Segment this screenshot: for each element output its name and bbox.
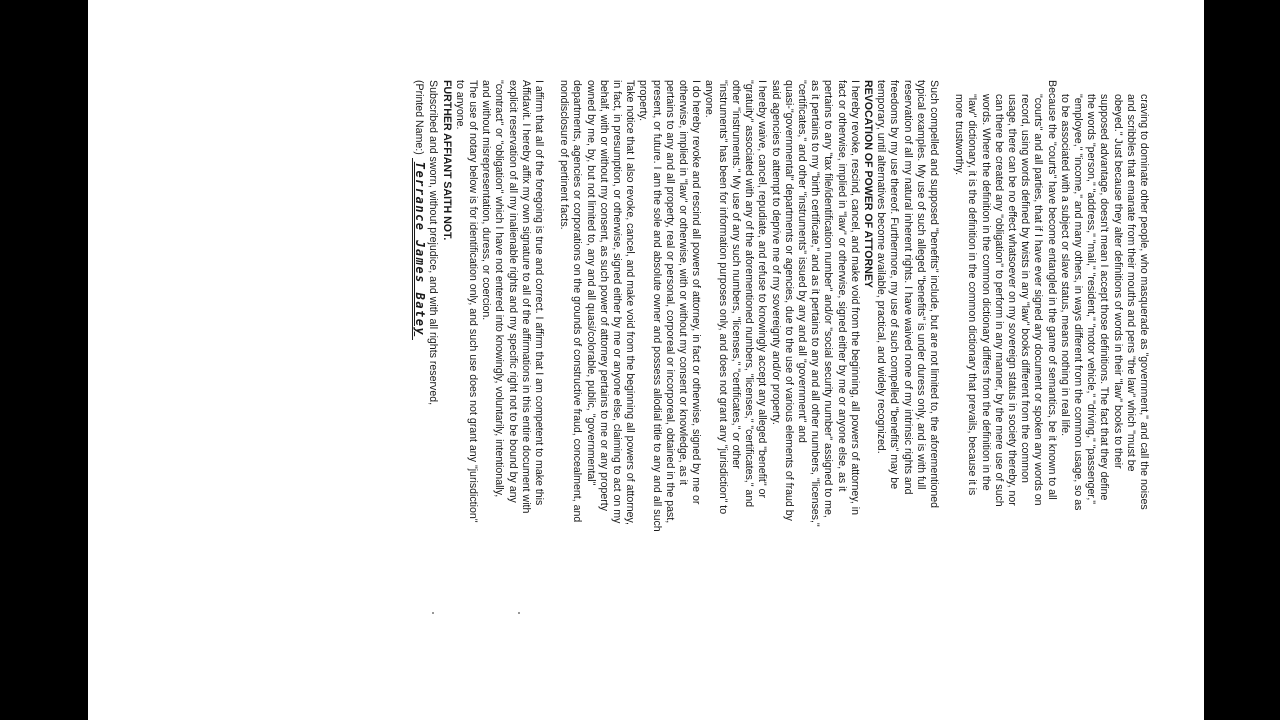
- paragraph-gap: [940, 80, 952, 640]
- text-line: obeyed." Just because they alter definitions of words in their "law" books to their: [1111, 94, 1124, 469]
- text-line: the words "person," "address," "mail," "resident," "motor vehicle," "driving," "passenger,": [1085, 94, 1098, 505]
- text-line: "courts" and all parties, that if I have ever signed any document or spoken any words on: [1032, 94, 1045, 506]
- printed-name-label: (Printed Name:): [413, 80, 426, 155]
- text-line: I do hereby revoke and rescind all powers of attorney, in fact or otherwise, signed by me or: [690, 80, 703, 505]
- text-line: Take notice that I also revoke, cancel, and make void from the beginning all powers of attorney,: [624, 80, 637, 525]
- text-line: quasi-"governmental" departments or agencies, due to the use of various elements of fraud by: [782, 80, 795, 521]
- text-line: "law" dictionary, it is the definition in the common dictionary that prevails, because it is: [966, 94, 979, 496]
- text-line: I affirm that all of the foregoing is true and correct. I affirm that I am competent to make this: [533, 80, 546, 506]
- text-line: to anyone.: [453, 80, 466, 130]
- affidavit-text: [88, 0, 1204, 720]
- text-line: other "instruments." My use of any such numbers, "licenses," "certificates," or other: [729, 80, 742, 469]
- text-line: "instruments" has been for information purposes only, and does not grant any "jurisdiction" to: [716, 80, 729, 515]
- text-line: present, or future. I am the sole and absolute owner and possess allodial title to any and all such: [650, 80, 663, 532]
- text-line: words. Where the definition in the common dictionary differs from the definition in the: [979, 94, 992, 491]
- text-line: supposed advantage, doesn't mean I accept those definitions. The fact that they define: [1098, 94, 1111, 501]
- document-page: [88, 0, 1204, 720]
- text-line: said agencies to attempt to deprive me of my sovereignty and/or property.: [769, 80, 782, 425]
- scan-speck: [518, 612, 520, 614]
- text-line: and scribbles that emanate from their mouths and pens "the law" which "must be: [1124, 94, 1137, 472]
- text-line: departments, agencies or corporations on the grounds of constructive fraud, concealment, and: [571, 80, 584, 523]
- text-line: nondisclosure of pertinent facts.: [558, 80, 571, 230]
- text-line: freedoms by my use thereof. Furthermore, my use of such compelled "benefits" may be: [888, 80, 901, 490]
- text-line: as it pertains to my "birth certificate," and as it pertains to any and all other numbers, "licenses,": [809, 80, 822, 527]
- text-line: "employee," "income," and many others, in ways different from the common usage, so as: [1071, 94, 1084, 511]
- text-line: pertains to any and all property, real or personal, corporeal or incorporeal, obtained in the past,: [663, 80, 676, 524]
- scan-speck: [432, 612, 434, 614]
- text-line: property.: [637, 80, 650, 122]
- text-lines: [426, 80, 1150, 640]
- paragraph-gap: [545, 80, 557, 640]
- section-heading: REVOCATION OF POWER OF ATTORNEY: [861, 80, 874, 288]
- text-line: and without misrepresentation, duress, or coercion.: [480, 80, 493, 321]
- text-line: I hereby waive, cancel, repudiate, and refuse to knowingly accept any alleged "benefit" or: [756, 80, 769, 498]
- text-line: usage, there can be no effect whatsoever on my sovereign status in society thereby, nor: [1005, 94, 1018, 506]
- text-line: "certificates," and other "instruments" issued by any and all "government" and: [795, 80, 808, 443]
- text-line: anyone.: [703, 80, 716, 118]
- text-line: "contract" or "obligation" which I have not entered into knowingly, voluntarily, intentionally,: [493, 80, 506, 498]
- text-line: temporary, until alternatives become available, practical, and widely recognized.: [875, 80, 888, 454]
- text-line: Subscribed and sworn, without prejudice, and with all rights reserved,: [427, 80, 440, 406]
- text-line: fact or otherwise, implied in "law" or otherwise, signed either by me or anyone else, as it: [835, 80, 848, 492]
- text-line: The use of notary below is for identification only, and such use does not grant any "jurisdiction": [467, 80, 480, 523]
- text-line: Affidavit. I hereby affix my own signature to all of the affirmations in this entire document with: [519, 80, 532, 514]
- text-line: explicit reservation of all my inalienable rights and my specific right not to be bound by any: [506, 80, 519, 503]
- text-line: I hereby revoke, rescind, cancel, and make void from the beginning, all powers of attorney, in: [848, 80, 861, 515]
- text-line: more trustworthy.: [953, 94, 966, 176]
- text-line: to be associated with a subject or slave status, means nothing in real life.: [1058, 94, 1071, 437]
- text-line: Because the "courts" have become entangled in the game of semantics, be it known to all: [1045, 80, 1058, 500]
- text-line: typical examples. My use of such alleged "benefits" is under duress only, and is with full: [914, 80, 927, 490]
- text-line: Such compelled and supposed "benefits" include, but are not limited to, the aforementioned: [927, 80, 940, 509]
- text-line: owned by me, by, but not limited to, any and all quasi/colorable, public, "governmental": [584, 80, 597, 486]
- text-line: pertains to any "tax file/identification number" and/or "social security number" assigned to me,: [822, 80, 835, 518]
- text-line: craving to dominate other people, who masquerade as "government," and call the noises: [1138, 94, 1150, 510]
- handwritten-printed-name: Terrance James Batey: [412, 158, 427, 341]
- text-line: "gratuity" associated with any of the aforementioned numbers, "licenses," "certificates," and: [743, 80, 756, 508]
- text-line: behalf, with or without my consent, as such power of attorney pertains to me or any property: [597, 80, 610, 512]
- text-line: in fact, in presumption, or otherwise, signed either by me or anyone else, claiming to act on my: [611, 80, 624, 524]
- text-line: can there be created any "obligation" to perform in any manner, by the mere use of such: [992, 94, 1005, 507]
- text-line: reservation of all my natural inherent rights. I have waived none of my intrinsic rights and: [901, 80, 914, 495]
- printed-name-line: [412, 80, 426, 640]
- text-line: record, using words defined by twists in any "law" books different from the common: [1019, 94, 1032, 483]
- section-heading: FURTHER AFFIANT SAITH NOT.: [440, 80, 453, 241]
- text-line: otherwise, implied in "law" or otherwise, with or without my consent or knowledge, as it: [677, 80, 690, 485]
